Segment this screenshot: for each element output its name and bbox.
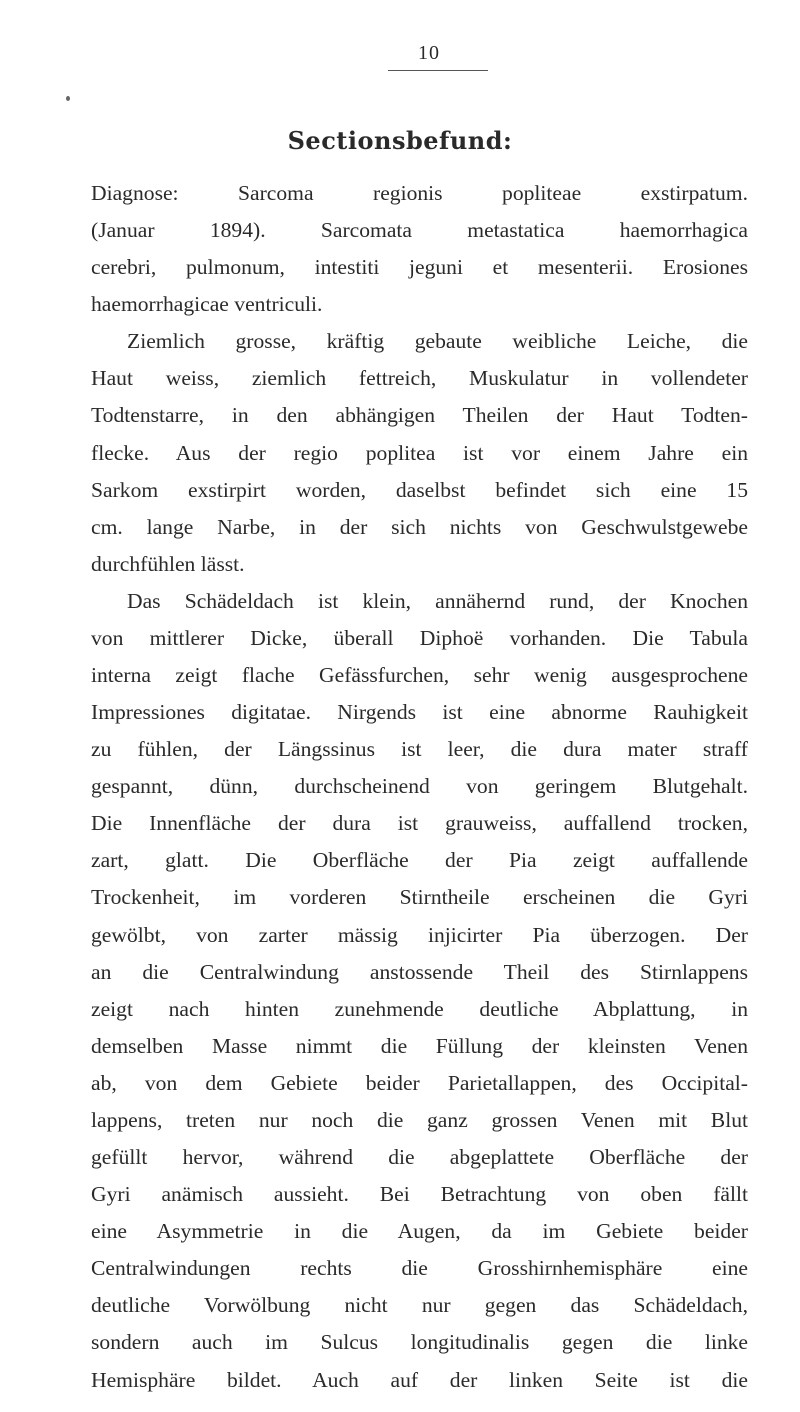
text-line: durchfühlen lässt.	[91, 551, 245, 576]
text-line: von mittlerer Dicke, überall Diphoë vorhanden. Die Tabula	[91, 625, 748, 650]
text-line: Trockenheit, im vorderen Stirntheile erscheinen die Gyri	[91, 885, 748, 910]
text-line: deutliche Vorwölbung nicht nur gegen das Schädeldach,	[91, 1293, 748, 1318]
text-line: gefüllt hervor, während die abgeplattete Oberfläche der	[91, 1145, 748, 1170]
text-line: Ziemlich grosse, kräftig gebaute weibliche Leiche, die	[127, 329, 748, 354]
text-line: Todtenstarre, in den abhängigen Theilen der Haut Todten-	[91, 403, 748, 428]
text-line: eine Asymmetrie in die Augen, da im Gebiete beider	[91, 1219, 748, 1244]
ink-speck	[66, 96, 70, 101]
text-line: haemorrhagicae ventriculi.	[91, 292, 323, 317]
text-line: Sarkom exstirpirt worden, daselbst befindet sich eine 15	[91, 477, 748, 502]
text-line: zeigt nach hinten zunehmende deutliche Abplattung, in	[91, 996, 748, 1021]
text-line: interna zeigt flache Gefässfurchen, sehr wenig ausgesprochene	[91, 663, 748, 688]
text-line: cerebri, pulmonum, intestiti jeguni et mesenterii. Erosiones	[91, 255, 748, 280]
text-line: Impressiones digitatae. Nirgends ist eine abnorme Rauhigkeit	[91, 700, 748, 725]
text-line: zart, glatt. Die Oberfläche der Pia zeigt auffallende	[91, 848, 748, 873]
text-line: Das Schädeldach ist klein, annähernd rund, der Knochen	[127, 588, 748, 613]
text-line: (Januar 1894). Sarcomata metastatica haemorrhagica	[91, 218, 748, 243]
text-line: cm. lange Narbe, in der sich nichts von Geschwulstgewebe	[91, 514, 748, 539]
text-line: Hemisphäre bildet. Auch auf der linken Seite ist die	[91, 1367, 748, 1392]
text-line: an die Centralwindung anstossende Theil des Stirnlappens	[91, 959, 748, 984]
text-line: gespannt, dünn, durchscheinend von geringem Blutgehalt.	[91, 774, 748, 799]
header-rule	[388, 70, 488, 71]
text-line: zu fühlen, der Längssinus ist leer, die dura mater straff	[91, 737, 748, 762]
text-line: gewölbt, von zarter mässig injicirter Pia überzogen. Der	[91, 922, 748, 947]
text-line: lappens, treten nur noch die ganz grossen Venen mit Blut	[91, 1107, 748, 1132]
text-line: Diagnose: Sarcoma regionis popliteae exstirpatum.	[91, 181, 748, 205]
text-line: sondern auch im Sulcus longitudinalis gegen die linke	[91, 1330, 748, 1355]
text-line: Gyri anämisch aussieht. Bei Betrachtung von oben fällt	[91, 1182, 748, 1207]
text-line: Die Innenfläche der dura ist grauweiss, auffallend trocken,	[91, 811, 748, 836]
section-heading: Sectionsbefund:	[287, 126, 513, 155]
text-line: Centralwindungen rechts die Grosshirnhemisphäre eine	[91, 1256, 748, 1281]
body-text	[91, 175, 748, 1399]
text-line: flecke. Aus der regio poplitea ist vor einem Jahre ein	[91, 440, 748, 465]
text-line: Haut weiss, ziemlich fettreich, Muskulatur in vollendeter	[91, 366, 748, 391]
text-line: demselben Masse nimmt die Füllung der kleinsten Venen	[91, 1033, 748, 1058]
page-number: 10	[418, 42, 440, 64]
text-line: ab, von dem Gebiete beider Parietallappen, des Occipital-	[91, 1070, 748, 1095]
